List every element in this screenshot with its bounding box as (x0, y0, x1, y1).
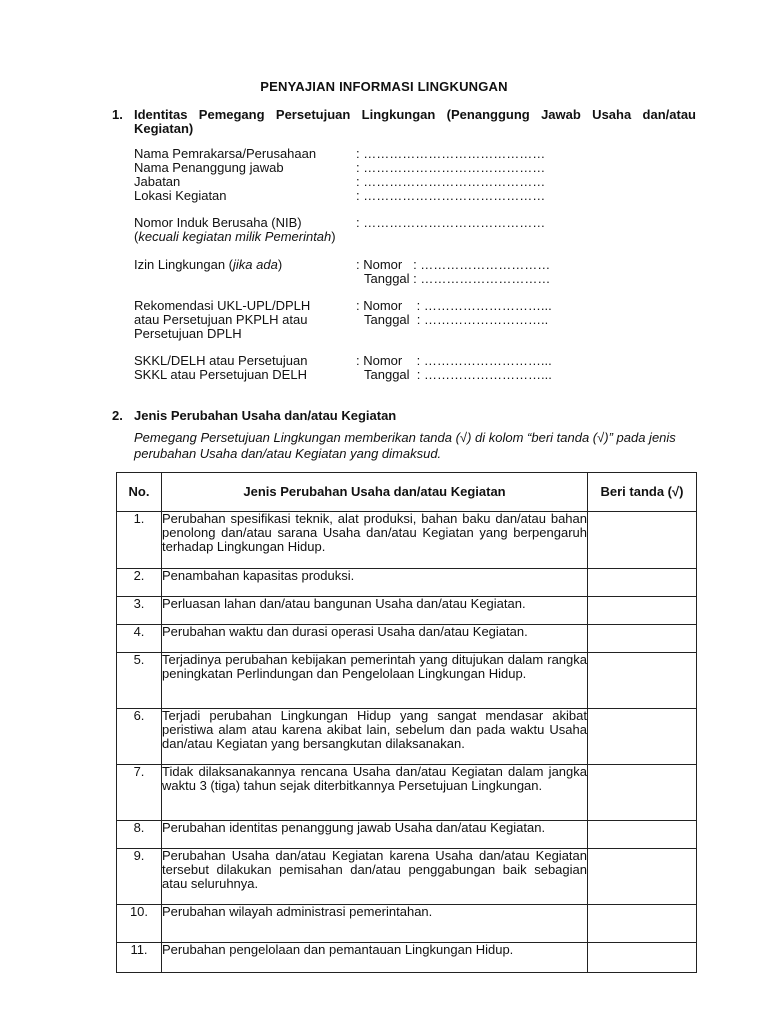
rekom-nomor: : Nomor : ………………………... (356, 298, 552, 313)
row-description: Perluasan lahan dan/atau bangunan Usaha dan/atau Kegiatan. (162, 597, 588, 625)
row-description: Perubahan identitas penanggung jawab Usaha dan/atau Kegiatan. (162, 821, 588, 849)
skkl-tanggal: Tanggal : ………………………... (364, 367, 552, 382)
checkmark-cell[interactable] (588, 821, 697, 849)
row-description: Perubahan Usaha dan/atau Kegiatan karena Usaha dan/atau Kegiatan tersebut dilakukan pemisahan dan/atau penggabungan baik sebagian atau seluruhnya. (162, 849, 588, 905)
section-2-heading: Jenis Perubahan Usaha dan/atau Kegiatan (134, 408, 397, 423)
checkmark-cell[interactable] (588, 765, 697, 821)
table-row (117, 765, 697, 821)
row-number: 1. (117, 512, 162, 569)
header-jenis: Jenis Perubahan Usaha dan/atau Kegiatan (162, 473, 588, 512)
checkmark-cell[interactable] (588, 512, 697, 569)
header-no: No. (117, 473, 162, 512)
row-description: Perubahan waktu dan durasi operasi Usaha dan/atau Kegiatan. (162, 625, 588, 653)
row-description: Perubahan wilayah administrasi pemerintahan. (162, 905, 588, 943)
table-row (117, 512, 697, 569)
nib-value: : …………………………………… (356, 215, 546, 230)
skkl-label-line2: SKKL atau Persetujuan DELH (134, 367, 307, 382)
header-beri-tanda: Beri tanda (√) (588, 473, 697, 512)
row-number: 10. (117, 905, 162, 943)
checkmark-cell[interactable] (588, 653, 697, 709)
nib-note: (kecuali kegiatan milik Pemerintah) (134, 229, 336, 244)
row-number: 7. (117, 765, 162, 821)
row-description: Penambahan kapasitas produksi. (162, 569, 588, 597)
izin-label: Izin Lingkungan (jika ada) (134, 257, 283, 272)
table-row (117, 625, 697, 653)
section-2-intro: Pemegang Persetujuan Lingkungan memberikan tanda (√) di kolom “beri tanda (√)” pada jenis perubahan Usaha dan/atau Kegiatan yang dimaksud. (134, 430, 676, 461)
section-2-number: 2. (112, 408, 123, 423)
row-description: Perubahan pengelolaan dan pemantauan Lingkungan Hidup. (162, 943, 588, 973)
table-header-row (117, 473, 697, 512)
nib-label: Nomor Induk Berusaha (NIB) (134, 215, 302, 230)
izin-tanggal: Tanggal : ………………………… (364, 271, 551, 286)
table-row (117, 849, 697, 905)
checkmark-cell[interactable] (588, 905, 697, 943)
checkmark-cell[interactable] (588, 709, 697, 765)
field-value: : …………………………………… (356, 188, 546, 203)
row-number: 2. (117, 569, 162, 597)
checkmark-cell[interactable] (588, 943, 697, 973)
document-title: PENYAJIAN INFORMASI LINGKUNGAN (260, 79, 508, 94)
row-description: Tidak dilaksanakannya rencana Usaha dan/atau Kegiatan dalam jangka waktu 3 (tiga) tahun sejak diterbitkannya Persetujuan Lingkungan. (162, 765, 588, 821)
row-number: 3. (117, 597, 162, 625)
table-row (117, 597, 697, 625)
rekom-label-line3: Persetujuan DPLH (134, 326, 242, 341)
field-label: Jabatan (134, 174, 181, 189)
row-number: 8. (117, 821, 162, 849)
skkl-nomor: : Nomor : ………………………... (356, 353, 552, 368)
table-row (117, 821, 697, 849)
checkmark-cell[interactable] (588, 849, 697, 905)
row-number: 5. (117, 653, 162, 709)
field-label: Lokasi Kegiatan (134, 188, 227, 203)
field-value: : …………………………………… (356, 146, 546, 161)
izin-nomor: : Nomor : ………………………… (356, 257, 551, 272)
row-number: 9. (117, 849, 162, 905)
field-label: Nama Pemrakarsa/Perusahaan (134, 146, 317, 161)
field-value: : …………………………………… (356, 160, 546, 175)
table-row (117, 943, 697, 973)
rekom-label-line1: Rekomendasi UKL-UPL/DPLH (134, 298, 311, 313)
field-label: Nama Penanggung jawab (134, 160, 284, 175)
table-row (117, 905, 697, 943)
row-number: 11. (117, 943, 162, 973)
row-number: 4. (117, 625, 162, 653)
checkmark-cell[interactable] (588, 569, 697, 597)
checkmark-cell[interactable] (588, 597, 697, 625)
row-description: Perubahan spesifikasi teknik, alat produksi, bahan baku dan/atau bahan penolong dan/atau sarana Usaha dan/atau Kegiatan yang berpengaruh terhadap Lingkungan Hidup. (162, 512, 588, 569)
rekom-tanggal: Tanggal : ……………………….. (364, 312, 549, 327)
table-row (117, 709, 697, 765)
rekom-label-line2: atau Persetujuan PKPLH atau (134, 312, 308, 327)
table-row (117, 569, 697, 597)
row-description: Terjadinya perubahan kebijakan pemerintah yang ditujukan dalam rangka peningkatan Perlindungan dan Pengelolaan Lingkungan Hidup. (162, 653, 588, 709)
checkmark-cell[interactable] (588, 625, 697, 653)
change-type-table (116, 472, 697, 973)
table-row (117, 653, 697, 709)
field-value: : …………………………………… (356, 174, 546, 189)
skkl-label-line1: SKKL/DELH atau Persetujuan (134, 353, 308, 368)
section-1-number: 1. (112, 107, 123, 122)
row-description: Terjadi perubahan Lingkungan Hidup yang sangat mendasar akibat peristiwa alam atau karena akibat lain, sebelum dan pada waktu Usaha dan/atau Kegiatan yang bersangkutan dilaksanakan. (162, 709, 588, 765)
section-1-heading: Identitas Pemegang Persetujuan Lingkungan (Penanggung Jawab Usaha dan/atau Kegiatan) (134, 107, 696, 136)
row-number: 6. (117, 709, 162, 765)
